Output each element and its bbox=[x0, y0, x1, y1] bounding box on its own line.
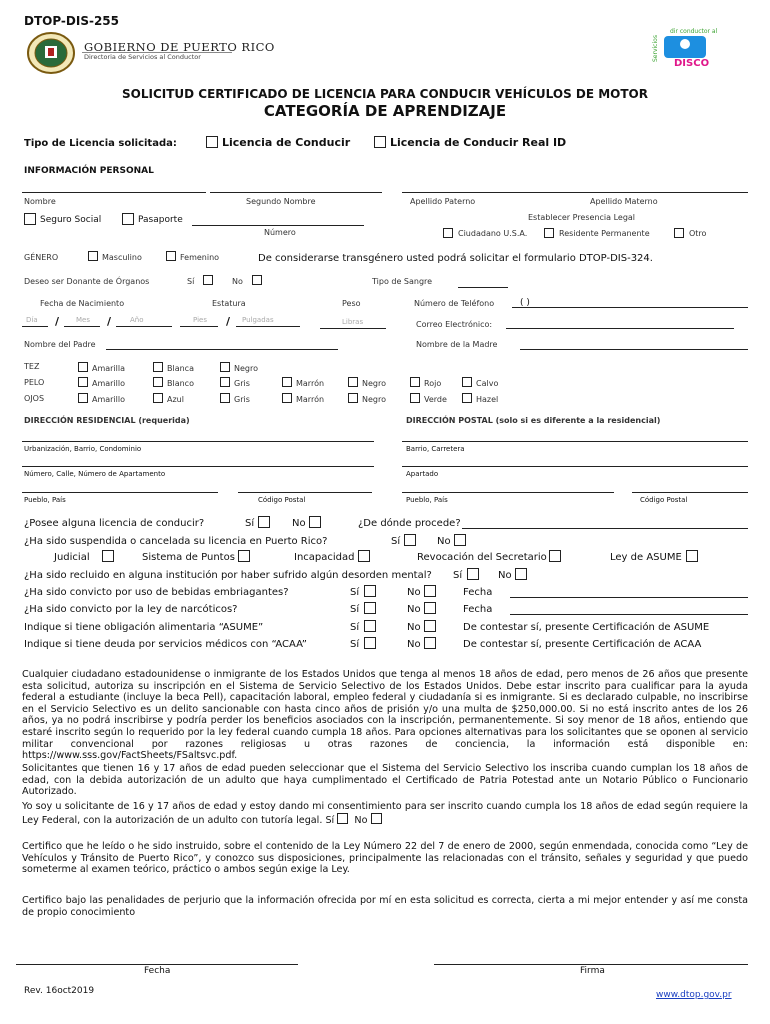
q6-label: Indique si tiene obligación alimentaria “ASUME” bbox=[24, 622, 264, 633]
pies-hint: Pies bbox=[193, 316, 207, 324]
q2-si-label: Sí bbox=[391, 536, 401, 547]
apartado-label: Apartado bbox=[406, 470, 439, 478]
q1-label: ¿Posee alguna licencia de conducir? bbox=[24, 518, 205, 529]
genero-label: GÉNERO bbox=[24, 253, 59, 262]
q4-si-label: Sí bbox=[350, 587, 360, 598]
apellido-paterno-label: Apellido Paterno bbox=[410, 197, 476, 206]
padre-field[interactable] bbox=[106, 349, 338, 350]
correo-field[interactable] bbox=[506, 328, 734, 329]
pulgadas-field[interactable] bbox=[236, 326, 300, 327]
donante-si-label: Sí bbox=[187, 277, 195, 286]
estatura-label: Estatura bbox=[212, 299, 246, 308]
pasaporte-checkbox[interactable] bbox=[122, 213, 134, 225]
consent-paragraph bbox=[22, 801, 748, 826]
disco-logo: dir conductor al Servicios DISCO bbox=[652, 28, 718, 69]
mes-field[interactable] bbox=[64, 326, 100, 327]
donante-si-checkbox[interactable] bbox=[203, 275, 213, 285]
ojos-checkbox[interactable] bbox=[282, 393, 292, 403]
judicial-label: Judicial bbox=[54, 552, 90, 563]
tez-label: TEZ bbox=[24, 362, 40, 371]
q2-no-label: No bbox=[437, 536, 451, 547]
puntos-label: Sistema de Puntos bbox=[142, 552, 235, 563]
puntos-checkbox[interactable] bbox=[238, 550, 250, 562]
pelo-checkbox[interactable] bbox=[282, 377, 292, 387]
pelo-option: Marrón bbox=[296, 379, 325, 388]
masculino-checkbox[interactable] bbox=[88, 251, 98, 261]
pies-field[interactable] bbox=[180, 326, 218, 327]
q3-si-label: Sí bbox=[453, 570, 463, 581]
puerto-rico-seal-icon bbox=[26, 32, 76, 74]
q1-si-checkbox[interactable] bbox=[258, 516, 270, 528]
pelo-option: Calvo bbox=[476, 379, 499, 388]
q5-no-label: No bbox=[407, 604, 421, 615]
q4-si-checkbox[interactable] bbox=[364, 585, 376, 597]
asume-note: De contestar sí, presente Certificación de ASUME bbox=[463, 622, 710, 633]
mes-hint: Mes bbox=[76, 316, 90, 324]
masculino-label: Masculino bbox=[102, 253, 142, 262]
telefono-paren: ( ) bbox=[520, 298, 530, 308]
pelo-option: Rojo bbox=[424, 379, 442, 388]
revocacion-label: Revocación del Secretario bbox=[417, 552, 547, 563]
dtop-website-link[interactable]: www.dtop.gov.pr bbox=[656, 990, 732, 1000]
peso-label: Peso bbox=[342, 299, 361, 308]
incapacidad-checkbox[interactable] bbox=[358, 550, 370, 562]
q2-si-checkbox[interactable] bbox=[404, 534, 416, 546]
q5-fecha-field[interactable] bbox=[510, 614, 748, 615]
libras-hint: Libras bbox=[342, 318, 364, 326]
ojos-option: Gris bbox=[234, 395, 250, 404]
fecha-label: Fecha bbox=[144, 966, 171, 976]
ojos-option: Hazel bbox=[476, 395, 499, 404]
form-code: DTOP-DIS-255 bbox=[24, 14, 120, 28]
donante-no-checkbox[interactable] bbox=[252, 275, 262, 285]
q1-no-checkbox[interactable] bbox=[309, 516, 321, 528]
q1-no-label: No bbox=[292, 518, 306, 529]
numero-field[interactable] bbox=[192, 225, 364, 226]
res-pueblo-field[interactable] bbox=[22, 492, 218, 493]
correo-label: Correo Electrónico: bbox=[416, 320, 493, 329]
apellido-materno-label: Apellido Materno bbox=[590, 197, 658, 206]
ciudadano-label: Ciudadano U.S.A. bbox=[458, 229, 528, 238]
tipo-sangre-label: Tipo de Sangre bbox=[372, 277, 433, 286]
pelo-option: Amarillo bbox=[92, 379, 126, 388]
asume-label: Ley de ASUME bbox=[610, 552, 682, 563]
q5-label: ¿Ha sido convicto por la ley de narcóticos? bbox=[24, 604, 238, 615]
q3-label: ¿Ha sido recluido en alguna institución por haber sufrido algún desorden mental? bbox=[24, 570, 432, 581]
pelo-label: PELO bbox=[24, 378, 45, 387]
ciudadano-checkbox[interactable] bbox=[443, 228, 453, 238]
ojos-option: Marrón bbox=[296, 395, 325, 404]
q4-fecha-label: Fecha bbox=[463, 587, 493, 598]
fecha-nac-label: Fecha de Nacimiento bbox=[40, 299, 125, 308]
tez-amarilla-checkbox[interactable] bbox=[78, 362, 88, 372]
ojos-checkbox[interactable] bbox=[220, 393, 230, 403]
q7-si-label: Sí bbox=[350, 639, 360, 650]
acaa-note: De contestar sí, presente Certificación de ACAA bbox=[463, 639, 702, 650]
segundo-nombre-field[interactable] bbox=[210, 192, 382, 193]
q1-procede-label: ¿De dónde procede? bbox=[358, 518, 461, 529]
numero-calle-label: Número, Calle, Número de Apartamento bbox=[24, 470, 166, 478]
ojos-checkbox[interactable] bbox=[78, 393, 88, 403]
incapacidad-label: Incapacidad bbox=[294, 552, 355, 563]
res-urbanizacion-field[interactable] bbox=[22, 441, 374, 442]
ojos-option: Amarillo bbox=[92, 395, 126, 404]
q4-label: ¿Ha sido convicto por uso de bebidas embriagantes? bbox=[24, 587, 289, 598]
pelo-option: Gris bbox=[234, 379, 250, 388]
postal-pueblo-label: Pueblo, País bbox=[406, 496, 448, 504]
license-conducir-label: Licencia de Conducir bbox=[222, 136, 351, 149]
minors-paragraph: Solicitantes que tienen 16 y 17 años de edad pueden seleccionar que el Sistema del Servicio Selectivo los inscriba cuando cumplan los 18 años de edad, con la debida autorización de un adulto que haya cumplimentado el Certificado de Patria Potestad ante un Notario Público o Funcionario Autorizado. bbox=[22, 763, 748, 798]
pasaporte-label: Pasaporte bbox=[138, 215, 183, 225]
asume-checkbox[interactable] bbox=[686, 550, 698, 562]
q6-no-label: No bbox=[407, 622, 421, 633]
perjury-paragraph: Certifico bajo las penalidades de perjurio que la información ofrecida por mí en esta solicitud es correcta, cierta a mi mejor entender y así me consta de propio conocimiento bbox=[22, 895, 748, 918]
padre-label: Nombre del Padre bbox=[24, 340, 96, 349]
gov-name: GOBIERNO DE PUERTO RICO bbox=[84, 40, 275, 54]
consent-no-label: No bbox=[354, 814, 368, 826]
consent-no-checkbox[interactable] bbox=[371, 813, 382, 824]
pelo-checkbox[interactable] bbox=[78, 377, 88, 387]
pelo-checkbox[interactable] bbox=[462, 377, 472, 387]
q4-no-label: No bbox=[407, 587, 421, 598]
nombre-field[interactable] bbox=[22, 192, 206, 193]
codigo-label: Código Postal bbox=[258, 496, 306, 504]
madre-field[interactable] bbox=[520, 349, 748, 350]
postal-codigo-field[interactable] bbox=[632, 492, 748, 493]
q1-si-label: Sí bbox=[245, 518, 255, 529]
revocacion-checkbox[interactable] bbox=[549, 550, 561, 562]
pelo-option: Blanco bbox=[167, 379, 194, 388]
fecha-signature-line[interactable] bbox=[16, 964, 298, 965]
firma-signature-line[interactable] bbox=[434, 964, 748, 965]
tez-option: Negro bbox=[234, 364, 258, 373]
seguro-social-label: Seguro Social bbox=[40, 215, 102, 225]
q7-label: Indique si tiene deuda por servicios médicos con “ACAA” bbox=[24, 639, 307, 650]
transgenero-note: De considerarse transgénero usted podrá solicitar el formulario DTOP-DIS-324. bbox=[258, 253, 653, 264]
license-realid-checkbox[interactable] bbox=[374, 136, 386, 148]
ojos-label: OJOS bbox=[24, 394, 45, 403]
ojos-option: Negro bbox=[362, 395, 386, 404]
consent-si-checkbox[interactable] bbox=[337, 813, 348, 824]
q4-fecha-field[interactable] bbox=[510, 597, 748, 598]
urbanizacion-label: Urbanización, Barrio, Condominio bbox=[24, 445, 142, 453]
dia-field[interactable] bbox=[22, 326, 48, 327]
ano-field[interactable] bbox=[116, 326, 172, 327]
pelo-checkbox[interactable] bbox=[348, 377, 358, 387]
q4-no-checkbox[interactable] bbox=[424, 585, 436, 597]
tez-option: Amarilla bbox=[92, 364, 126, 373]
telefono-label: Número de Teléfono bbox=[414, 299, 495, 308]
q5-no-checkbox[interactable] bbox=[424, 602, 436, 614]
apellidos-field[interactable] bbox=[402, 192, 748, 193]
residente-label: Residente Permanente bbox=[559, 229, 650, 238]
personal-heading: INFORMACIÓN PERSONAL bbox=[24, 166, 154, 176]
res-numero-field[interactable] bbox=[22, 466, 374, 467]
selective-service-paragraph: Cualquier ciudadano estadounidense o inmigrante de los Estados Unidos que tenga al menos 18 años de edad, pero menos de 26 años que presente esta solicitud, autoriza su inscripción en el Sistema de Servicio Selectivo de los Estados Unidos. Debe estar inscrito para cualificar para la ayuda federal a estudiante (incluye la beca Pell), capacitación laboral, empleo federal y ciudadanía si es inmigrante. Si es declarado culpable, no inscribirse en el Servicio Selectivo es un delito sancionable con hasta cinco años de prisión y/o una multa de $250,000.00. Si no está inscrito antes de los 26 años, ya no podrá inscribirse y podría perder los beneficios asociados con la inscripción, permanentemente. Si soy menor de 18 años, entiendo que estaré inscrito según lo requerido por la ley federal cuando cumpla 18 años. Para opciones alternativas para los solicitantes que se oponen al servicio militar convencional por razones religiosas u otras razones de conciencia, la información está disponible en: https://www.sss.gov/FactSheets/FSaltsvc.pdf. bbox=[22, 669, 748, 762]
dia-hint: Día bbox=[26, 316, 38, 324]
license-type-label: Tipo de Licencia solicitada: bbox=[24, 138, 177, 149]
numero-label: Número bbox=[264, 228, 296, 237]
q1-procede-field[interactable] bbox=[462, 528, 748, 529]
law-certification-paragraph: Certifico que he leído o he sido instruido, sobre el contenido de la Ley Número 22 del 7 de enero de 2000, según enmendada, conocida como “Ley de Vehículos y Tránsito de Puerto Rico”, y conozco sus disposiciones, principalmente las relacionadas con el tránsito, señales y seguridad y que puedo someterme al examen teórico, práctico o ambos según exige la Ley. bbox=[22, 841, 748, 876]
q5-si-label: Sí bbox=[350, 604, 360, 615]
ojos-checkbox[interactable] bbox=[410, 393, 420, 403]
pueblo-label: Pueblo, País bbox=[24, 496, 66, 504]
q7-si-checkbox[interactable] bbox=[364, 637, 376, 649]
q5-si-checkbox[interactable] bbox=[364, 602, 376, 614]
q7-no-label: No bbox=[407, 639, 421, 650]
tipo-sangre-field[interactable] bbox=[458, 287, 508, 288]
res-codigo-field[interactable] bbox=[238, 492, 372, 493]
ano-hint: Año bbox=[130, 316, 144, 324]
pelo-checkbox[interactable] bbox=[410, 377, 420, 387]
otro-checkbox[interactable] bbox=[674, 228, 684, 238]
q5-fecha-label: Fecha bbox=[463, 604, 493, 615]
postal-address-heading: DIRECCIÓN POSTAL (solo si es diferente a la residencial) bbox=[406, 416, 661, 425]
postal-codigo-label: Código Postal bbox=[640, 496, 688, 504]
ojos-option: Azul bbox=[167, 395, 184, 404]
tez-blanca-checkbox[interactable] bbox=[153, 362, 163, 372]
madre-label: Nombre de la Madre bbox=[416, 340, 498, 349]
ojos-checkbox[interactable] bbox=[153, 393, 163, 403]
barrio-carretera-label: Barrio, Carretera bbox=[406, 445, 465, 453]
license-conducir-checkbox[interactable] bbox=[206, 136, 218, 148]
telefono-field[interactable] bbox=[512, 307, 748, 308]
tez-negro-checkbox[interactable] bbox=[220, 362, 230, 372]
pelo-option: Negro bbox=[362, 379, 386, 388]
ojos-option: Verde bbox=[424, 395, 447, 404]
revision-label: Rev. 16oct2019 bbox=[24, 986, 95, 996]
judicial-checkbox[interactable] bbox=[102, 550, 114, 562]
segundo-nombre-label: Segundo Nombre bbox=[246, 197, 316, 206]
license-realid-label: Licencia de Conducir Real ID bbox=[390, 136, 567, 149]
consent-si-label: Sí bbox=[325, 814, 335, 826]
nombre-label: Nombre bbox=[24, 197, 56, 206]
dept-name: Directoria de Servicios al Conductor bbox=[84, 53, 201, 61]
tez-option: Blanca bbox=[167, 364, 194, 373]
otro-label: Otro bbox=[689, 229, 707, 238]
seguro-social-checkbox[interactable] bbox=[24, 213, 36, 225]
q3-si-checkbox[interactable] bbox=[467, 568, 479, 580]
donante-no-label: No bbox=[232, 277, 243, 286]
firma-label: Firma bbox=[580, 966, 605, 976]
pelo-checkbox[interactable] bbox=[153, 377, 163, 387]
q6-si-checkbox[interactable] bbox=[364, 620, 376, 632]
femenino-label: Femenino bbox=[180, 253, 220, 262]
q2-label: ¿Ha sido suspendida o cancelada su licencia en Puerto Rico? bbox=[24, 536, 328, 547]
postal-apartado-field[interactable] bbox=[402, 466, 748, 467]
title-line-1: SOLICITUD CERTIFICADO DE LICENCIA PARA CONDUCIR VEHÍCULOS DE MOTOR bbox=[122, 87, 648, 101]
peso-field[interactable] bbox=[320, 328, 386, 329]
presencia-legal-label: Establecer Presencia Legal bbox=[528, 213, 636, 222]
q6-no-checkbox[interactable] bbox=[424, 620, 436, 632]
q6-si-label: Sí bbox=[350, 622, 360, 633]
q2-no-checkbox[interactable] bbox=[454, 534, 466, 546]
q7-no-checkbox[interactable] bbox=[424, 637, 436, 649]
consent-text: Yo soy u solicitante de 16 y 17 años de edad y estoy dando mi consentimiento para ser inscrito cuando cumpla los 18 años de edad según requiere la Ley Federal, con la autorización de un adulto con tutoría legal. bbox=[22, 801, 748, 826]
postal-barrio-field[interactable] bbox=[402, 441, 748, 442]
femenino-checkbox[interactable] bbox=[166, 251, 176, 261]
ojos-checkbox[interactable] bbox=[348, 393, 358, 403]
ojos-checkbox[interactable] bbox=[462, 393, 472, 403]
donante-label: Deseo ser Donante de Órganos bbox=[24, 277, 150, 286]
pelo-checkbox[interactable] bbox=[220, 377, 230, 387]
pulgadas-hint: Pulgadas bbox=[242, 316, 274, 324]
res-address-heading: DIRECCIÓN RESIDENCIAL (requerida) bbox=[24, 416, 190, 425]
title-line-2: CATEGORÍA DE APRENDIZAJE bbox=[263, 102, 507, 120]
q3-no-checkbox[interactable] bbox=[515, 568, 527, 580]
q3-no-label: No bbox=[498, 570, 512, 581]
residente-checkbox[interactable] bbox=[544, 228, 554, 238]
postal-pueblo-field[interactable] bbox=[402, 492, 614, 493]
